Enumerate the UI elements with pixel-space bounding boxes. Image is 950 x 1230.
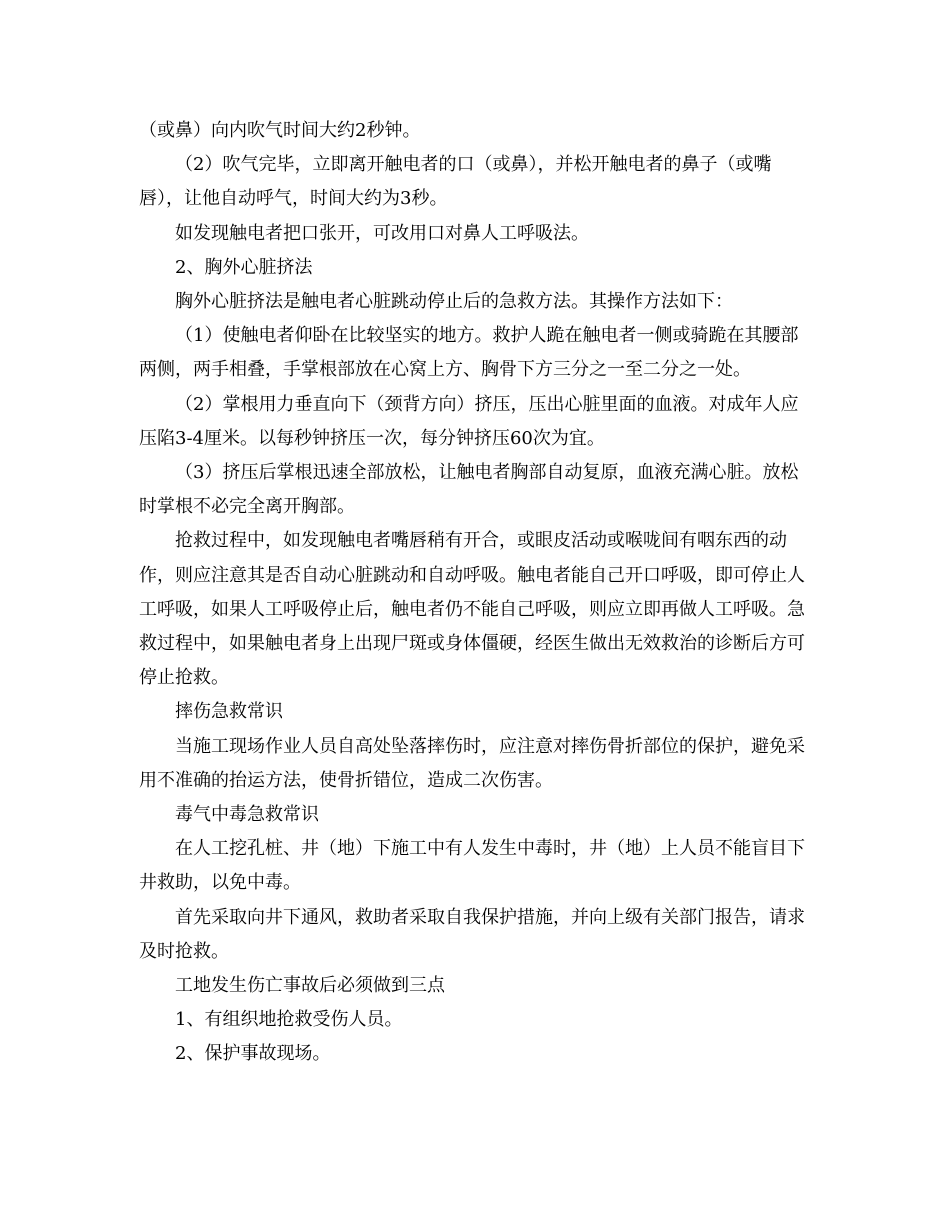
paragraph-rescue-process: 抢救过程中，如发现触电者嘴唇稍有开合，或眼皮活动或喉咙间有咽东西的动作，则应注意其是否自动心脏跳动和自动呼吸。触电者能自己开口呼吸，即可停止人工呼吸，如果人工呼吸停止后，触电者仍不能自己呼吸，则应立即再做人工呼吸。急救过程中，如果触电者身上出现尸斑或身体僵硬，经医生做出无效救治的诊断后方可停止抢救。 <box>139 530 805 689</box>
heading-fall-injury: 摔伤急救常识 <box>175 701 283 723</box>
list-item-1: 1、有组织地抢救受伤人员。 <box>175 1009 403 1031</box>
paragraph-fall-injury: 当施工现场作业人员自高处坠落摔伤时，应注意对摔伤骨折部位的保护，避免采用不准确的抬运方法，使骨折错位，造成二次伤害。 <box>139 735 805 791</box>
paragraph-compression-step-3: （3）挤压后掌根迅速全部放松，让触电者胸部自动复原，血液充满心脏。放松时掌根不必完全离开胸部。 <box>139 462 799 518</box>
heading-chest-compression: 2、胸外心脏挤法 <box>175 256 313 278</box>
heading-gas-poisoning: 毒气中毒急救常识 <box>175 804 319 826</box>
paragraph-ventilation: 首先采取向井下通风，救助者采取自我保护措施，并向上级有关部门报告，请求及时抢救。 <box>139 906 805 962</box>
paragraph-compression-step-1: （1）使触电者仰卧在比较坚实的地方。救护人跪在触电者一侧或骑跪在其腰部两侧，两手相叠，手掌根部放在心窝上方、胸骨下方三分之一至二分之一处。 <box>139 325 799 381</box>
paragraph-compression-step-2: （2）掌根用力垂直向下（颈背方向）挤压，压出心脏里面的血液。对成年人应压陷3-4厘米。以每秒钟挤压一次，每分钟挤压60次为宜。 <box>139 393 799 449</box>
paragraph-continuation: （或鼻）向内吹气时间大约2秒钟。 <box>139 120 421 141</box>
paragraph-mouth-to-nose: 如发现触电者把口张开，可改用口对鼻人工呼吸法。 <box>175 222 589 244</box>
document-body <box>139 114 811 1072</box>
paragraph-step-2-blow: （2）吹气完毕，立即离开触电者的口（或鼻），并松开触电者的鼻子（或嘴唇），让他自动呼气，时间大约为3秒。 <box>139 154 772 210</box>
paragraph-chest-compression-intro: 胸外心脏挤法是触电者心脏跳动停止后的急救方法。其操作方法如下： <box>175 291 733 313</box>
paragraph-gas-poisoning: 在人工挖孔桩、井（地）下施工中有人发生中毒时，井（地）上人员不能盲目下井救助，以免中毒。 <box>139 838 805 894</box>
heading-three-points: 工地发生伤亡事故后必须做到三点 <box>175 975 445 997</box>
list-item-2: 2、保护事故现场。 <box>175 1043 331 1065</box>
